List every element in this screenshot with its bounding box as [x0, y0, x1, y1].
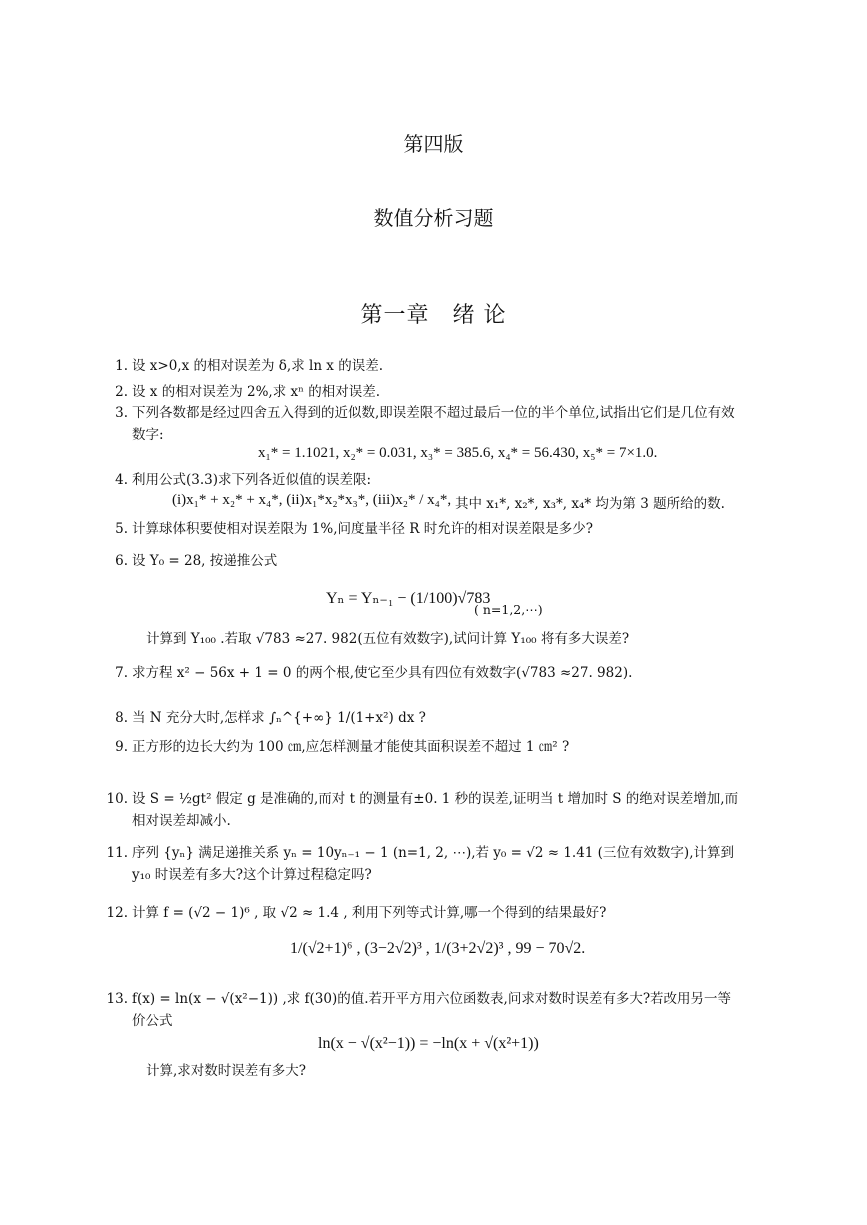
problem-text: f(x) = ln(x − √(x²−1)) ,求 f(30)的值.若开平方用六位函数表,问求对数时误差有多大?若改用另一等价公式 — [132, 991, 732, 1029]
problem-text: 序列 {yₙ} 满足递推关系 yₙ = 10yₙ₋₁ − 1 (n=1, 2, ⋯),若 y₀ = √2 ≈ 1.41 (三位有效数字),计算到 y₁₀ 时误差有多大?这个计算过程稳定吗? — [132, 845, 734, 883]
problem-5 — [115, 518, 742, 540]
problem-text: 下列各数都是经过四舍五入得到的近似数,即误差限不超过最后一位的半个单位,试指出它们是几位有效数字: — [132, 405, 735, 443]
problem-text: 设 x 的相对误差为 2%,求 xⁿ 的相对误差. — [132, 384, 381, 400]
problem-7 — [115, 662, 742, 684]
problem-6 — [115, 550, 742, 572]
problem-number: 6. — [115, 553, 128, 569]
problem-10 — [106, 788, 742, 832]
problem-text: 设 S = ½gt² 假定 g 是准确的,而对 t 的测量有±0. 1 秒的误差,证明当 t 增加时 S 的绝对误差增加,而相对误差却减小. — [132, 791, 739, 829]
edition-title: 第四版 — [403, 132, 464, 156]
problem-number: 2. — [115, 384, 128, 400]
problem-3 — [115, 402, 742, 446]
problem-number: 7. — [115, 665, 128, 681]
problem-13-tail: 计算,求对数时误差有多大? — [146, 1063, 307, 1079]
problem-text: 利用公式(3.3)求下列各近似值的误差限: — [132, 472, 372, 488]
problem-number: 8. — [115, 710, 128, 726]
problem-4-equation: (i)x₁* + x₂* + x₄*, (ii)x₁*x₂*x₃*, (iii)x₂* / x₄*, — [172, 492, 452, 508]
problem-12-equation: 1/(√2+1)⁶ , (3−2√2)³ , 1/(3+2√2)³ , 99 − 70√2. — [290, 940, 586, 957]
problem-4-tail: 其中 x₁*, x₂*, x₃*, x₄* 均为第 3 题所给的数. — [455, 496, 725, 512]
problem-text: 设 Y₀ = 28, 按递推公式 — [132, 553, 278, 569]
problem-number: 4. — [115, 472, 128, 488]
problem-9 — [115, 736, 742, 758]
problem-2 — [115, 381, 742, 403]
problem-text: 正方形的边长大约为 100 ㎝,应怎样测量才能使其面积误差不超过 1 ㎝² ? — [132, 739, 570, 755]
problem-6-condition: ( n=1,2,⋯) — [474, 602, 543, 617]
problem-text: 设 x>0,x 的相对误差为 δ,求 ln x 的误差. — [132, 358, 384, 374]
problem-text: 当 N 充分大时,怎样求 ∫ₙ^{+∞} 1/(1+x²) dx ? — [132, 710, 426, 726]
problem-text: 求方程 x² − 56x + 1 = 0 的两个根,使它至少具有四位有效数字(√783 ≈27. 982). — [132, 665, 633, 681]
problem-number: 10. — [106, 791, 128, 807]
problem-number: 13. — [106, 991, 128, 1007]
problem-number: 12. — [106, 905, 128, 921]
chapter-title: 第一章 绪 论 — [360, 303, 507, 328]
problem-text: 计算球体积要使相对误差限为 1%,问度量半径 R 时允许的相对误差限是多少? — [132, 521, 593, 537]
problem-3-equation: x₁* = 1.1021, x₂* = 0.031, x₃* = 385.6, x₄* = 56.430, x₅* = 7×1.0. — [258, 445, 658, 461]
problem-number: 1. — [115, 358, 128, 374]
problem-13 — [106, 988, 742, 1032]
problem-8 — [115, 707, 742, 729]
problem-12 — [106, 902, 742, 924]
problem-number: 5. — [115, 521, 128, 537]
problem-number: 11. — [106, 845, 128, 861]
book-title: 数值分析习题 — [373, 206, 494, 230]
problem-number: 9. — [115, 739, 128, 755]
problem-text: 计算 f = (√2 − 1)⁶ , 取 √2 ≈ 1.4 , 利用下列等式计算,哪一个得到的结果最好? — [132, 905, 607, 921]
problem-6-equation: Yₙ = Yₙ₋₁ − (1/100)√783 — [326, 590, 491, 607]
problem-number: 3. — [115, 405, 128, 421]
problem-13-equation: ln(x − √(x²−1)) = −ln(x + √(x²+1)) — [318, 1035, 539, 1052]
problem-1 — [115, 355, 742, 377]
problem-4 — [115, 469, 742, 491]
problem-11 — [106, 842, 742, 886]
problem-6-tail: 计算到 Y₁₀₀ .若取 √783 ≈27. 982(五位有效数字),试问计算 Y₁₀₀ 将有多大误差? — [146, 631, 630, 647]
